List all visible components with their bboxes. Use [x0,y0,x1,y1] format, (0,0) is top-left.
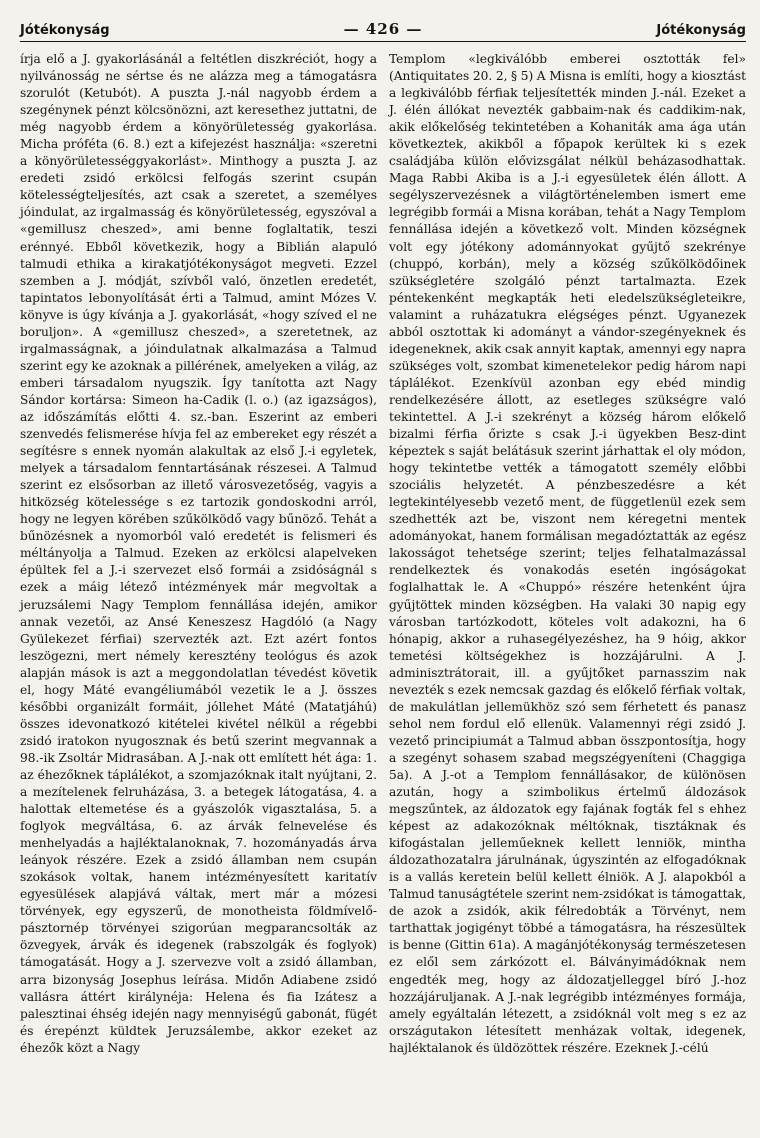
left-column [20,51,377,1057]
left-column-text: írja elő a J. gyakorlásánál a feltétlen diszkréciót, hogy a nyilvánosság ne sértse és ne alázza meg a támogatásra szorulót (Ketubót). A puszta J.-nál nagyobb érdem a szegénynek pénzt kölcsönözni, azt keresethez juttatni, de még nagyobb érdem a könyörületesség gyakorlása. Micha próféta (6. 8.) ezt a kifejezést használja: «szeretni a könyörületességgyakorlást». Minthogy a puszta J. az eredeti zsidó erkölcsi felfogás szerint csupán kötelességteljesítés, azt csak a szeretet, a személyes jóindulat, az irgalmasság és könyörületesség, egyszóval a «gemillusz cheszed», ami benne foglaltatik, teszi erénnyé. Ebből következik, hogy a Biblián alapuló talmudi ethika a kirakatjótékonyságot megveti. Ezzel szemben a J. módját, szívből való, önzetlen eredetét, tapintatos lebonyolítását érti a Talmud, amint Mózes V. könyve is úgy kívánja a J. gyakorlását, «hogy szíved el ne boruljon». A «gemillusz cheszed», a szeretetnek, az irgalmasságnak, a jóindulatnak alkalmazása a Talmud szerint egy ke azoknak a pillérének, amelyeken a világ, az emberi társadalom nyugszik. Így tanította azt Nagy Sándor kortársa: Simeon ha-Cadik (l. o.) (az igazságos), az időszámítás előtti 4. sz.-ban. Eszerint az emberi szenvedés felismerése hívja fel az embereket egy részét a segítésre s ennek nyomán alakultak az első J.-i egyletek, melyek a társadalom fenntartásának részesei. A Talmud szerint ez elsősorban az illető városvezetőség, vagyis a hitközség kötelessége s ez tartozik gondoskodni arról, hogy ne legyen körében szűkölködő vagy bűnöző. Tehát a bűnözésnek a nyomorból való eredetét is felismeri és méltányolja a Talmud. Ezeken az erkölcsi alapelveken épültek fel a J.-i szervezet első formái a zsidóságnál s ezek a máig létező intézmények már megvoltak a jeruzsálemi Nagy Templom fennállása idején, amikor annak vezetői, az Ansé Keneszesz Hagdóló (a Nagy Gyülekezet férfiai) szervezték azt. Ezt azért fontos leszögezni, mert némely keresztény teológus és azok alapján mások is azt a meggondolatlan tévedést követik el, hogy Máté evangéliumából vezetik le a J. összes későbbi organizált formáit, jóllehet Máté (Matatjáhú) összes idevonatkozó kitételei kivétel nélkül a régebbi zsidó iratokon nyugosznak és betű szerint megvannak a 98.-ik Zsoltár Midrasában. A J.-nak ott említett hét ága: 1. az éhezőknek táplálékot, a szomjazóknak italt nyújtani, 2. a mezítelenek felruházása, 3. a betegek látogatása, 4. a halottak eltemetése és a gyászolók vigasztalása, 5. a foglyok megváltása, 6. az árvák felnevelése és menhelyadás a hajléktalanoknak, 7. hozományadás árva leányok részére. Ezek a zsidó államban nem csupán szokások voltak, hanem intézményesített karitatív egyesülések alapjává váltak, mert már a mózesi törvények, egy egyszerű, de monotheista földmívelő-pásztornép törvényei szigorúan megparancsolták az özvegyek, árvák és idegenek (rabszolgák és foglyok) támogatását. Hogy a J. szervezve volt a zsidó államban, arra bizonyság Josephus leírása. Midőn Adiabene zsidó vallásra áttért királynéja: Helena és fia Izátesz a palesztinai éhség idején nagy mennyiségű gabonát, fügét és érepénzt küldtek Jeruzsálembe, akkor ezeket az éhezők közt a Nagy [20,52,377,1055]
running-head [20,20,746,42]
header-right-title: Jótékonyság [656,23,746,38]
page-number: — 426 — [343,20,423,38]
right-column [389,51,746,1057]
text-columns [20,51,746,1057]
right-column-text: Templom «legkiválóbb emberei osztották fel» (Antiquitates 20. 2, § 5) A Misna is említi, hogy a kiosztást a legkiválóbb férfiak teljesítették minden J.-nál. Ezeket a J. élén állókat nevezték gabbaim-nak és caddikim-nak, akik előkelőség tekintetében a Kohaniták ama ága után következtek, akikből a főpapok kerültek ki s ezek családjába külön elővizsgálat nélkül beházasodhattak. Maga Rabbi Akiba is a J.-i egyesületek élén állott. A segélyszervezésnek a világtörténelemben ismert eme legrégibb formái a Misna korában, tehát a Nagy Templom fennállása idején a következő volt. Minden községnek volt egy jótékony adománnyokat gyűjtő szekrénye (chuppó, korbán), mely a község szűkölködőinek szükségletére szolgáló pénzt tartalmazta. Ezek péntekenként megkapták heti eledelszükségleteikre, valamint a ruházatukra elégséges pénzt. Ugyanezek abból osztottak ki adományt a vándor-szegényeknek és idegeneknek, akik csak annyit kaptak, amennyi egy napra szükséges volt, szombat kimenetelekor pedig három napi táplálékot. Ezenkívül azonban egy ebéd mindig rendelkezésére állott, az esetleges szükségre való tekintettel. A J.-i szekrényt a község három előkelő bizalmi férfia őrizte s csak J.-i ügyekben Besz-dint képeztek s saját belátásuk szerint járhattak el oly módon, hogy tekintetbe vették a támogatott személy előbbi szociális helyzetét. A pénzbeszedésre a két legtekintélyesebb vezető ment, de függetlenül ezek sem szedhették azt be, viszont nem kéregetni mentek adományokat, hanem formálisan megadóztatták az egész lakosságot tehetsége szerint; teljes felhatalmazással rendelkeztek és vonakodás esetén ingóságokat foglalhattak le. A «Chuppó» részére hetenként újra gyűjtöttek minden községben. Ha valaki 30 napig egy városban tartózkodott, köteles volt adakozni, ha 6 hónapig, akkor a ruhasegélyezéshez, ha 9 hóig, akkor temetési költségekhez is hozzájárulni. A J. adminisztrátorait, ill. a gyűjtőket parnasszim nak nevezték s ezek nemcsak gazdag és előkelő férfiak voltak, de makulátlan jellemükhöz szó sem férhetett és panasz sehol nem fordul elő ellenük. Valamennyi régi zsidó J. vezető principiumát a Talmud abban összpontosítja, hogy a szegényt sohasem szabad megszégyeníteni (Chaggiga 5a). A J.-ot a Templom fennállásakor, de különösen azután, hogy a szimbolikus értelmű áldozások megszűntek, az áldozatok egy fajának fogták fel s ehhez képest az adakozóknak méltóknak, tisztáknak és kifogástalan jelleműeknek kellett lenniök, mintha áldozathozatalra járulnának, úgyszintén az elfogadóknak is a vallás keretein belül kellett élniök. A J. alapokból a Talmud tanuságtétele szerint nem-zsidókat is támogattak, de azok a zsidók, akik félredobták a Törvényt, nem tarthattak jogigényt többé a támogatásra, ha részesültek is benne (Gittin 61a). A magánjótékonyság természetesen ez elől sem zárkózott el. Bálványimádóknak nem engedték meg, hogy az áldozatjelleggel bíró J.-hoz hozzájáruljanak. A J.-nak legrégibb intézményes formája, amely egyáltalán létezett, a zsidóknál volt meg s ez az országutakon létesített menházak voltak, idegenek, hajléktalanok és üldözöttek részére. Ezeknek J.-célú [389,52,746,1055]
header-left-title: Jótékonyság [20,23,110,38]
